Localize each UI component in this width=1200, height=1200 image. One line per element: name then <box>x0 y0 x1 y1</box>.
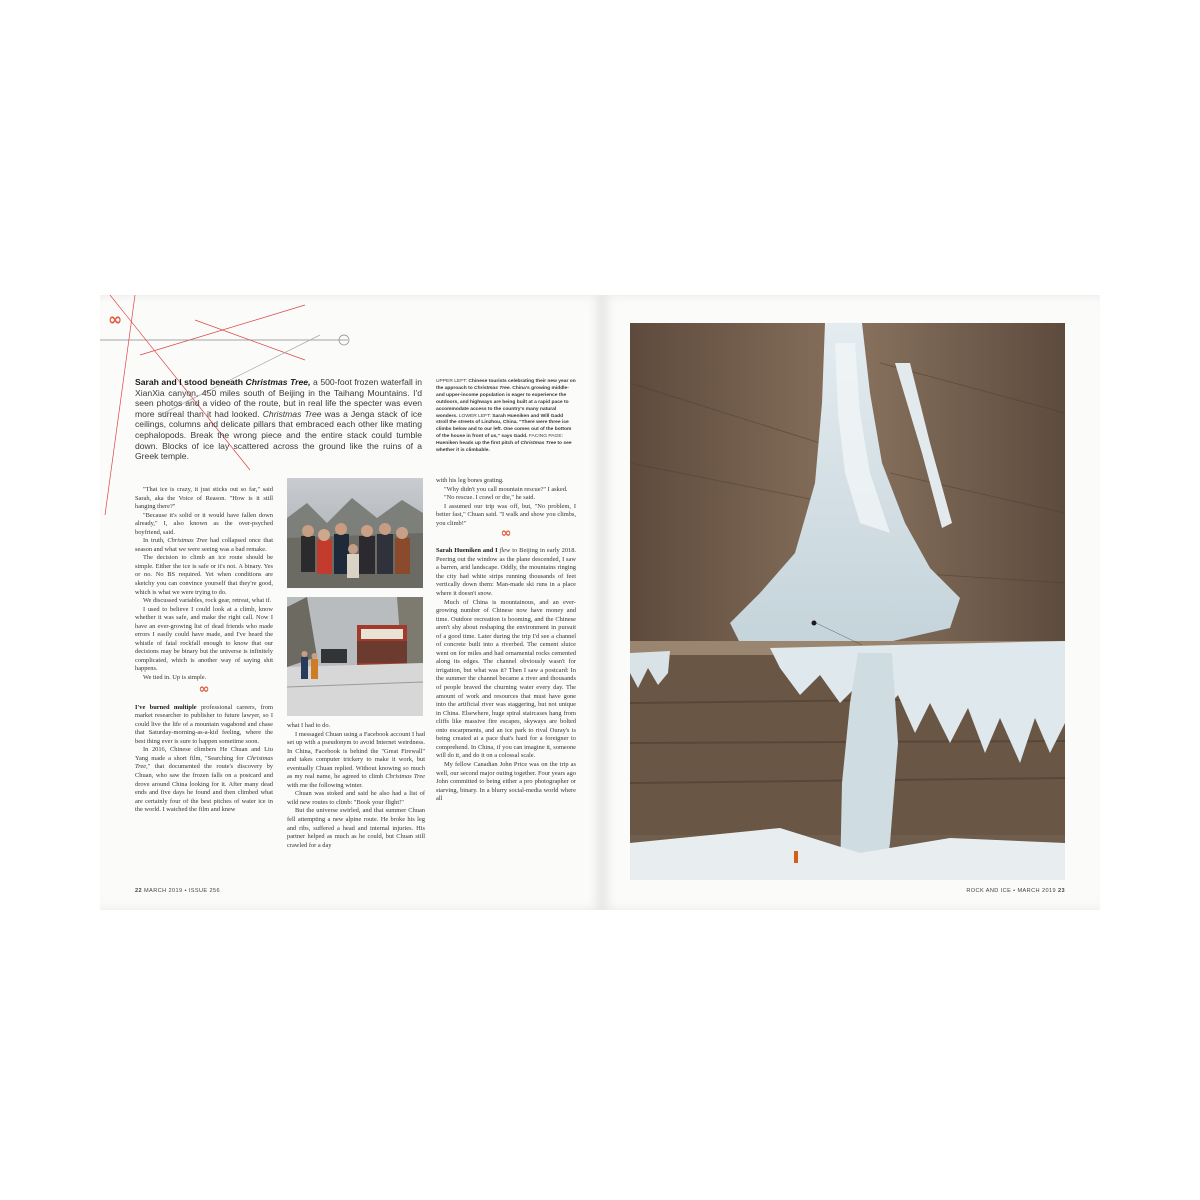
issue-info: MARCH 2019 • ISSUE 256 <box>144 888 221 894</box>
text-run: In truth, <box>143 537 168 545</box>
paragraph: "Because it's solid or it would have fallen down already," I, also known as the over-psyched boyfriend, said. <box>135 511 273 536</box>
article-lede <box>135 377 422 462</box>
paragraph: The decision to climb an ice route should be simple. Either the ice is safe or it's not. A binary. Yes or no. No BS required. Yet when conditions are sketchy you can convince yourself that they're good, which is what we were trying to do. <box>135 554 273 596</box>
infinity-divider-icon: ∞ <box>198 681 210 697</box>
infinity-logo-icon: ∞ <box>108 310 123 330</box>
folio-right <box>966 888 1065 894</box>
section-break <box>135 683 273 704</box>
paragraph: My fellow Canadian John Price was on the trip as well, our second major outing together. Four years ago John committed to being either a pro photographer or starving, binary. In a blurry social-media world where all <box>436 760 576 803</box>
page-number-left: 22 <box>135 888 143 894</box>
paragraph <box>436 547 576 598</box>
photo-linzhou-street <box>287 597 423 716</box>
paragraph: Chuan was stoked and said he also had a list of wild new routes to climb: "Book your flight!" <box>287 790 425 806</box>
paragraph: Much of China is mountainous, and an ever-growing number of Chinese now have money and time. Outdoor recreation is booming, and the Chinese aren't shy about reshaping the environment in pursuit of a good time. Later during the trip I'd see a channel of concrete built into a riverbed. The cement sluice went on for miles and had ornamental rocks cemented along its edges. The channel obviously wasn't for irrigation, but what was it? Then I saw a postcard: In the summer the channel became a river and thousands of people braved the churning water every day. The amount of work and resources that must have gone into the artificial river was staggering, but not unique in China. Elsewhere, huge spiral staircases hang from cliffs like massive fire escapes, skyways are bolted onto escarpments, and an ice park to rival Ouray's is being created at a pace that's hard for a foreigner to comprehend. In China, if you can imagine it, someone will do it, and do it on a colossal scale. <box>436 598 576 760</box>
infinity-divider-icon: ∞ <box>500 526 512 542</box>
section-lead-in: I've burned multiple <box>135 703 197 711</box>
caption-facing-page-label: FACING PAGE: <box>528 434 563 440</box>
text-run: flew <box>497 547 511 555</box>
paragraph <box>287 731 425 791</box>
text-column-2 <box>287 722 425 850</box>
paragraph: "Why didn't you call mountain rescue?" I asked. <box>444 485 568 493</box>
caption-facing-text: Hueniken heads up the first pitch of <box>436 441 521 447</box>
lede-route-title-2: Christmas Tree <box>262 408 322 419</box>
caption-facing-route-title: Christmas Tree <box>520 441 557 447</box>
caption-upper-left-label: UPPER LEFT: <box>436 379 467 384</box>
route-title: Christmas Tree <box>167 537 208 545</box>
text-run: had collapsed once that season and what we were seeing was a bad remake. <box>135 537 273 553</box>
lede-lead-in: Sarah and I stood beneath <box>135 377 243 387</box>
photo-christmas-tree-icefall <box>630 323 1065 880</box>
film-title: Christmas Tree, <box>135 754 273 771</box>
page-number-right: 23 <box>1057 888 1065 894</box>
folio-left <box>135 888 220 894</box>
text-run: to Beijing in early 2018. Peering out the window as the plane descended, I saw a barren, arid landscape. Oddly, the mountains ringing the city had white strips running thousands of feet vertically down them: Man-made ski runs in a place where it doesn't snow. <box>436 547 577 598</box>
paragraph: "That ice is crazy, it just sticks out so far," said Sarah, aka the Voice of Reason. "How is it still hanging there?" <box>135 486 273 511</box>
caption-lower-left-text: Sarah Hueniken and Will Gadd stroll the streets of Linzhou, China. "There were three ice climbs below and to our left. One comes out of the bottom of the house in front of us," says Gadd. <box>436 413 572 440</box>
text-column-1 <box>135 486 273 815</box>
caption-facing-text-2: to see whether it is climbable. <box>436 441 572 454</box>
photo-tourists-group <box>287 478 423 588</box>
lede-text-2: was a Jenga stack of ice ceilings, columns and delicate pillars that embraced each other like mating cephalopods. Break the wrong piece and the entire stack could tumble down. Blocks of ice lay scattered across the ground like the ruins of a Greek temple. <box>135 408 423 462</box>
text-run: with me the following winter. <box>287 781 363 789</box>
caption-lower-left-label: LOWER LEFT: <box>458 413 491 419</box>
text-run: I messaged Chuan using a Facebook account I had set up with a pseudonym to avoid Internet weirdness. In China, Facebook is behind the "Great Firewall" and takes computer trickery to make it work, but eventually Chuan replied. Without knowing so much as my real name, he agreed to climb <box>287 730 425 781</box>
paragraph: with his leg bones grating. <box>436 477 504 484</box>
paragraph <box>135 746 273 814</box>
magazine-info: ROCK AND ICE • MARCH 2019 <box>966 888 1056 894</box>
text-run: In 2016, Chinese climbers He Chuan and Liu Yang made a short film, "Searching for <box>135 746 273 762</box>
section-break <box>436 528 576 547</box>
climber-upper <box>812 621 817 626</box>
route-title: Christmas Tree <box>385 773 425 781</box>
caption-upper-left-text-2: China's growing middle- and upper-income population is eager to experience the outdoors, and highways are being built at a rapid pace to accommodate access to the country's many natural wonders. <box>436 385 569 419</box>
paragraph: what I had to do. <box>287 722 331 729</box>
paragraph: But the universe swirled, and that summer Chuan fell attempting a new alpine route. He broke his leg and ribs, suffered a head and internal injuries. His partner helped as much as he could, but Chuan still crawled for a day <box>287 807 425 849</box>
text-column-3 <box>436 477 576 804</box>
paragraph: "No rescue. I crawl or die," he said. <box>444 494 536 502</box>
climber-lower <box>794 851 798 863</box>
lede-route-title: Christmas Tree, <box>245 377 311 387</box>
caption-route-title: Christmas Tree. <box>474 385 511 391</box>
paragraph: I assumed our trip was off, but, "No problem, I better fast," Chuan said. "I walk and show you climbs, you climb!" <box>436 502 576 527</box>
photo-caption <box>436 379 576 455</box>
paragraph <box>135 704 273 747</box>
lede-text-1: a 500-foot frozen waterfall in XianXia canyon, 450 miles south of Beijing in the Taihang Mountains. I'd seen photos and a video of the route, but in real life the specter was even more surreal than it had looked. <box>135 377 422 419</box>
paragraph: I used to believe I could look at a climb, know whether it was safe, and make the right call. Now I have an ever-growing list of dead friends who made errors I easily could have made, and I've heard the whistle of fatal rockfall enough to know that our decisions may be binary but the universe is infinitely complicated, which is another way of saying shit happens. <box>135 605 273 673</box>
text-run: " that documented the route's discovery by Chuan, who saw the frozen falls on a postcard and drove around China looking for it. After many dead ends and five days he found and then climbed what are certainly four of the best pitches of water ice in the world. I watched the film and knew <box>135 763 273 814</box>
section-lead-in: Sarah Hueniken and I <box>436 547 498 555</box>
text-run: professional careers, from market researcher to publisher to future lawyer, so I could live the life of a mountain vagabond and chase that Saturday-morning-as-a-kid feeling, where the best thing ever is sure to happen sometime soon. <box>135 703 273 745</box>
paragraph <box>135 537 273 554</box>
paragraph: We discussed variables, rock gear, retreat, what if. <box>143 597 272 605</box>
paragraph: We tied in. Up is simple. <box>143 674 207 682</box>
caption-upper-left-text: Chinese tourists celebrating their new year on the approach to <box>436 379 576 391</box>
